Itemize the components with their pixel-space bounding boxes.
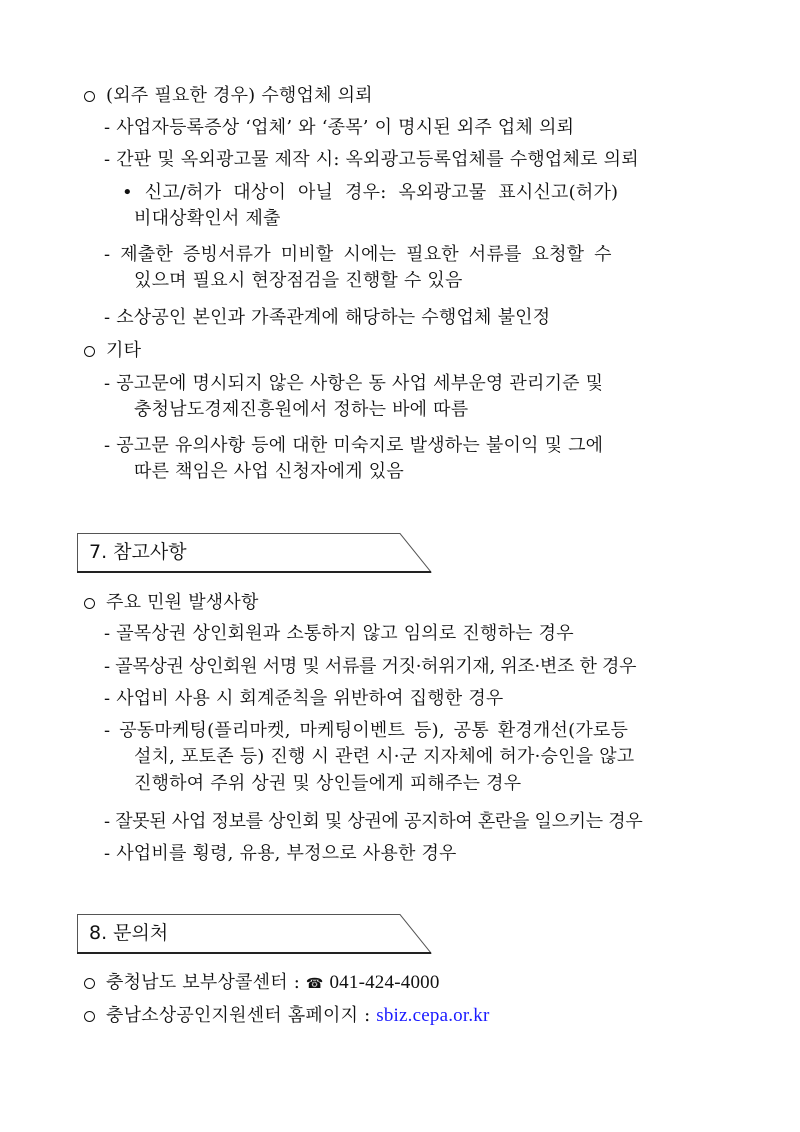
list-item: - 공고문에 명시되지 않은 사항은 동 사업 세부운영 관리기준 및 <box>104 373 604 394</box>
list-item-cont: 있으며 필요시 현장점검을 진행할 수 있음 <box>134 270 463 291</box>
sub-list-item-cont: 비대상확인서 제출 <box>134 208 281 229</box>
list-item: - 소상공인 본인과 가족관계에 해당하는 수행업체 불인정 <box>104 307 551 328</box>
list-item: - 골목상권 상인회원 서명 및 서류를 거짓·허위기재, 위조·변조 한 경우 <box>104 656 637 677</box>
list-item-cont: 진행하여 주위 상권 및 상인들에게 피해주는 경우 <box>134 773 522 794</box>
homepage-link[interactable]: sbiz.cepa.or.kr <box>376 1005 490 1026</box>
list-item: - 사업비 사용 시 회계준칙을 위반하여 집행한 경우 <box>104 688 504 709</box>
list-item: - 잘못된 사업 정보를 상인회 및 상권에 공지하여 혼란을 일으키는 경우 <box>104 811 643 832</box>
bullet-circle-icon <box>84 346 95 357</box>
list-item-cont: 따른 책임은 사업 신청자에게 있음 <box>134 461 404 482</box>
phone-number: 041-424-4000 <box>329 972 440 993</box>
bullet-title-complaints: 주요 민원 발생사항 <box>106 592 259 613</box>
contact-homepage <box>106 1005 490 1027</box>
list-item: - 사업비를 횡령, 유용, 부정으로 사용한 경우 <box>104 843 457 864</box>
section-header-7 <box>77 533 432 573</box>
sub-list-item: • 신고/허가 대상이 아닐 경우: 옥외광고물 표시신고(허가) <box>122 182 619 203</box>
list-item: - 사업자등록증상 ‘업체’ 와 ‘종목’ 이 명시된 외주 업체 의뢰 <box>104 117 575 138</box>
list-item: - 간판 및 옥외광고물 제작 시: 옥외광고등록업체를 수행업체로 의뢰 <box>104 149 639 170</box>
list-item-cont: 설치, 포토존 등) 진행 시 관련 시·군 지자체에 허가·승인을 않고 <box>134 746 635 767</box>
bullet-title-etc: 기타 <box>106 340 142 361</box>
bullet-circle-icon <box>84 978 95 989</box>
phone-icon: ☎ <box>305 976 324 992</box>
contact-callcenter <box>106 972 440 995</box>
bullet-circle-icon <box>84 1011 95 1022</box>
bullet-title-outsourcing: (외주 필요한 경우) 수행업체 의뢰 <box>106 85 373 106</box>
section-title: 7. 참고사항 <box>89 541 187 563</box>
contact-label: 충남소상공인지원센터 홈페이지 : <box>106 1005 377 1026</box>
section-header-8 <box>77 914 432 954</box>
list-item: - 골목상권 상인회원과 소통하지 않고 임의로 진행하는 경우 <box>104 623 574 644</box>
bullet-circle-icon <box>84 91 95 102</box>
bullet-circle-icon <box>84 598 95 609</box>
list-item: - 제출한 증빙서류가 미비할 시에는 필요한 서류를 요청할 수 <box>104 244 612 265</box>
contact-label: 충청남도 보부상콜센터 : <box>106 972 306 993</box>
list-item-cont: 충청남도경제진흥원에서 정하는 바에 따름 <box>134 399 469 420</box>
list-item: - 공고문 유의사항 등에 대한 미숙지로 발생하는 불이익 및 그에 <box>104 435 604 456</box>
section-title: 8. 문의처 <box>89 922 169 944</box>
list-item: - 공동마케팅(플리마켓, 마케팅이벤트 등), 공통 환경개선(가로등 <box>104 720 629 741</box>
